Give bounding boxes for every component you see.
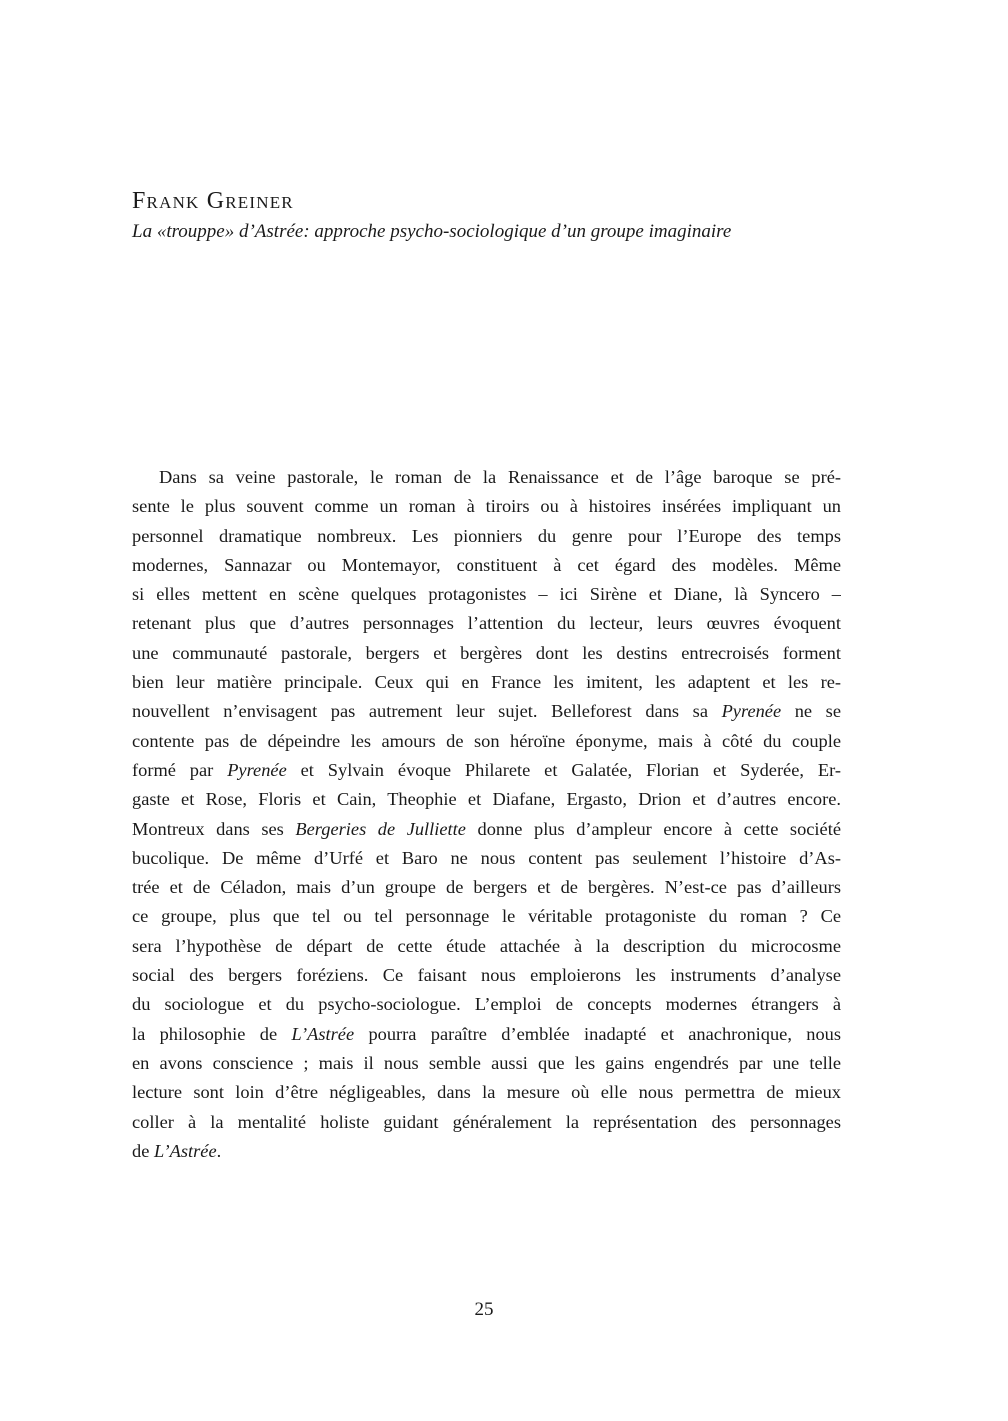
text-line: social des bergers foréziens. Ce faisant nous emploierons les instruments d’analyse [132,965,841,986]
text-line: trée et de Céladon, mais d’un groupe de bergers et de bergères. N’est-ce pas d’ailleurs [132,877,841,898]
text-line: en avons conscience ; mais il nous semble aussi que les gains engendrés par une telle [132,1052,841,1073]
text-line: nouvellent n’envisagent pas autrement leur sujet. Belleforest dans sa Pyrenée ne se [132,701,841,722]
text-line: si elles mettent en scène quelques protagonistes – ici Sirène et Diane, là Syncero – [132,584,841,605]
author-name: Frank Greiner [132,188,294,214]
text-line: personnel dramatique nombreux. Les pionniers du genre pour l’Europe des temps [132,525,841,546]
page-number: 25 [474,1299,494,1320]
text-line: bucolique. De même d’Urfé et Baro ne nous content pas seulement l’histoire d’As- [132,847,841,868]
article-title: La «trouppe» d’Astrée: approche psycho-sociologique d’un groupe imaginaire [132,221,732,242]
text-line: Montreux dans ses Bergeries de Julliette donne plus d’ampleur encore à cette société [132,818,841,839]
body-paragraph [132,463,841,1166]
text-line: gaste et Rose, Floris et Cain, Theophie et Diafane, Ergasto, Drion et d’autres encore. [132,789,841,810]
text-line: modernes, Sannazar ou Montemayor, constituent à cet égard des modèles. Même [132,554,841,575]
text-line: lecture sont loin d’être négligeables, dans la mesure où elle nous permettra de mieux [132,1082,841,1103]
text-line: de L’Astrée. [132,1140,222,1161]
text-line: sera l’hypothèse de départ de cette étude attachée à la description du microcosme [132,935,841,956]
text-line: ce groupe, plus que tel ou tel personnage le véritable protagoniste du roman ? Ce [132,906,841,927]
text-line: formé par Pyrenée et Sylvain évoque Philarete et Galatée, Florian et Syderée, Er- [132,759,841,780]
text-line: la philosophie de L’Astrée pourra paraître d’emblée inadapté et anachronique, nous [132,1023,841,1044]
text-line: bien leur matière principale. Ceux qui en France les imitent, les adaptent et les re- [132,672,841,693]
text-line: une communauté pastorale, bergers et bergères dont les destins entrecroisés forment [132,642,841,663]
text-line: coller à la mentalité holiste guidant généralement la représentation des personnages [132,1111,841,1132]
text-line: Dans sa veine pastorale, le roman de la Renaissance et de l’âge baroque se pré- [159,467,841,487]
text-line: retenant plus que d’autres personnages l’attention du lecteur, leurs œuvres évoquent [132,613,841,634]
text-line: contente pas de dépeindre les amours de son héroïne éponyme, mais à côté du couple [132,730,841,751]
text-line: du sociologue et du psycho-sociologue. L’emploi de concepts modernes étrangers à [132,994,841,1015]
text-line: sente le plus souvent comme un roman à tiroirs ou à histoires insérées impliquant un [132,496,841,517]
